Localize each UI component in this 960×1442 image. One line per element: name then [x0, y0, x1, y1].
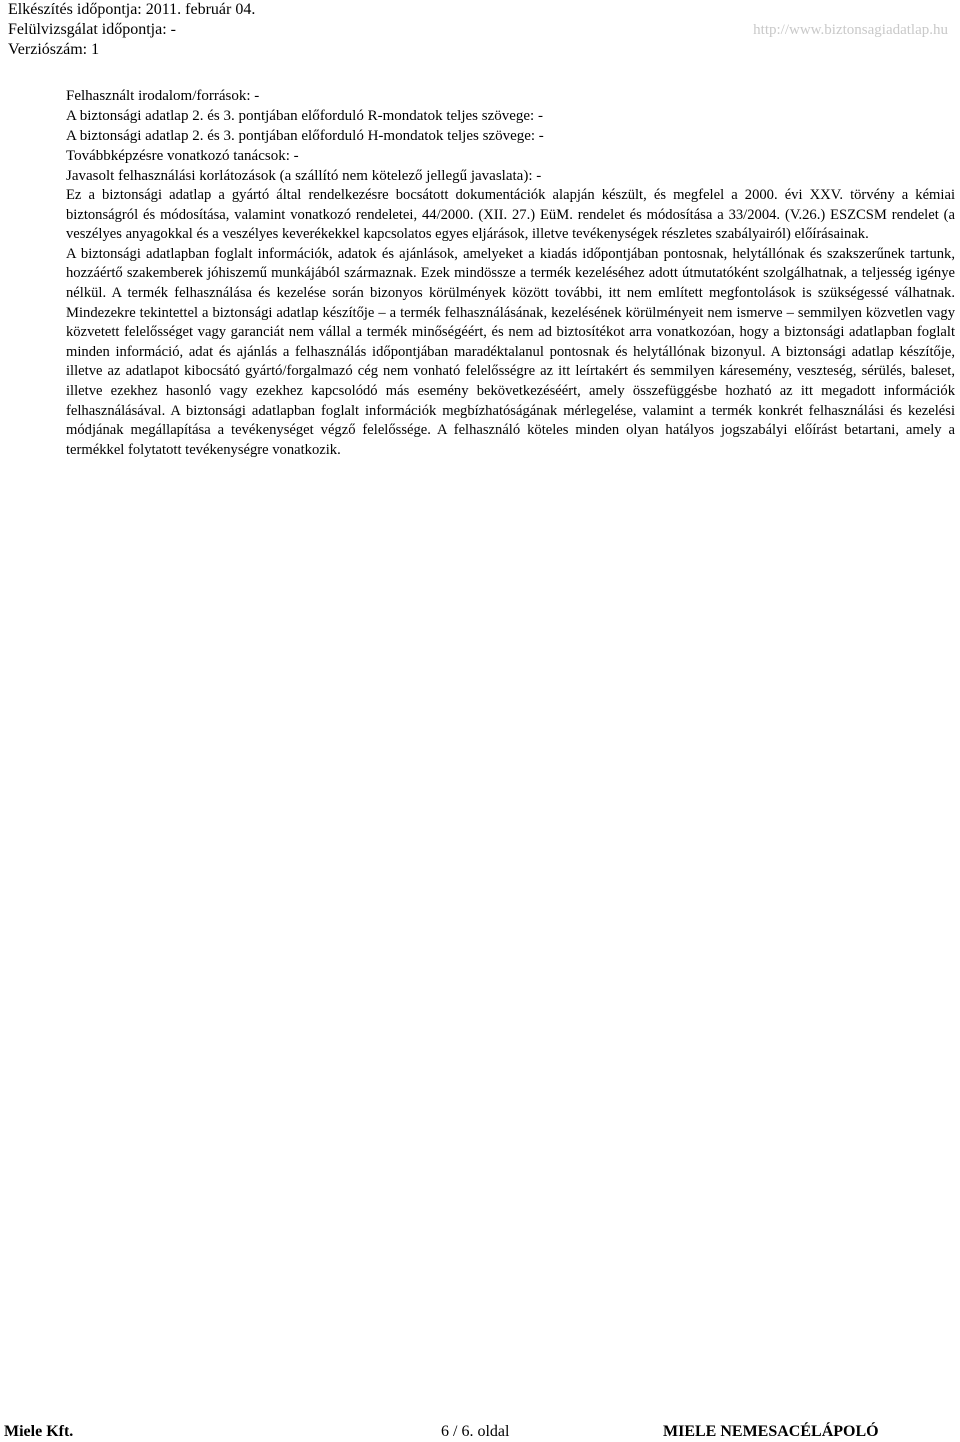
footer-product-name: MIELE NEMESACÉLÁPOLÓ	[663, 1423, 879, 1440]
review-date: Felülvizsgálat időpontja: -	[8, 21, 176, 38]
page-number: 6 / 6. oldal	[441, 1423, 510, 1440]
legal-basis-paragraph: Ez a biztonsági adatlap a gyártó által rendelkezésre bocsátott dokumentációk alapján készült, és megfelel a 2000. évi XXV. törvény a kémiai biztonságról és módosítása, valamint vonatkozó rendeletei, 44/2000. (XII. 27.) EüM. rendelet és módosítása a 33/2004. (V.26.) ESZCSM rendelet (a veszélyes anyagokkal és a veszélyes keverékekkel kapcsolatos egyes eljárások, illetve tevékenységek részletes szabályairól) előírásainak.	[66, 187, 955, 243]
restrictions-line: Javasolt felhasználási korlátozások (a szállító nem kötelező jellegű javaslata): -	[66, 168, 542, 184]
created-date: Elkészítés időpontja: 2011. február 04.	[8, 1, 256, 18]
website-link[interactable]: http://www.biztonsagiadatlap.hu	[753, 22, 948, 38]
version-number: Verziószám: 1	[8, 41, 100, 58]
page-header	[8, 0, 952, 60]
document-body	[66, 86, 955, 460]
h-phrases-line: A biztonsági adatlap 2. és 3. pontjában előforduló H-mondatok teljes szövege: -	[66, 128, 544, 144]
disclaimer-paragraph: A biztonsági adatlapban foglalt információk, adatok és ajánlások, amelyeket a kiadás időpontjában pontosnak, helytállónak és szakszerűnek tartunk, hozzáértő szakemberek jóhiszemű munkájából származnak. Ezek mindössze a termék kezeléséhez adott útmutatóként szolgálhatnak, a teljesség igénye nélkül. A termék felhasználása és kezelése során bizonyos körülmények között további, itt nem említett megfontolások is szükségessé válhatnak. Mindezekre tekintettel a biztonsági adatlap készítője – a termék felhasználásának, kezelésének körülményeit nem ismerve – semmilyen közvetlen vagy közvetett felelősséget vagy garanciát nem vállal a termék minőségéért, és nem ad biztosítékot arra vonatkozóan, hogy a biztonsági adatlapban foglalt minden információ, adat és ajánlás a felhasználás időpontjában maradéktalanul pontosnak és helytállónak bizonyul. A biztonsági adatlap készítője, illetve az adatlapot kibocsátó gyártó/forgalmazó cég nem vonható felelősségre az itt leírtakért és semmilyen káresemény, veszteség, sérülés, baleset, illetve ezekhez hasonló vagy ezekhez kapcsolódó más esemény bekövetkezéséért, amely összefüggésbe hozható az itt megadott információk felhasználásával. A biztonsági adatlapban foglalt információk megbízhatóságának mérlegelése, valamint a termék konkrét felhasználási és kezelési módjának megállapítása a tevékenységet végző felelőssége. A felhasználó köteles minden olyan hatályos jogszabályi előírást betartani, amely a termékkel folytatott tevékenységre vonatkozik.	[66, 245, 955, 458]
training-advice-line: Továbbképzésre vonatkozó tanácsok: -	[66, 148, 299, 164]
footer-company: Miele Kft.	[4, 1423, 74, 1440]
page-footer	[0, 1422, 960, 1442]
sources-line: Felhasznált irodalom/források: -	[66, 88, 260, 104]
r-phrases-line: A biztonsági adatlap 2. és 3. pontjában előforduló R-mondatok teljes szövege: -	[66, 108, 543, 124]
